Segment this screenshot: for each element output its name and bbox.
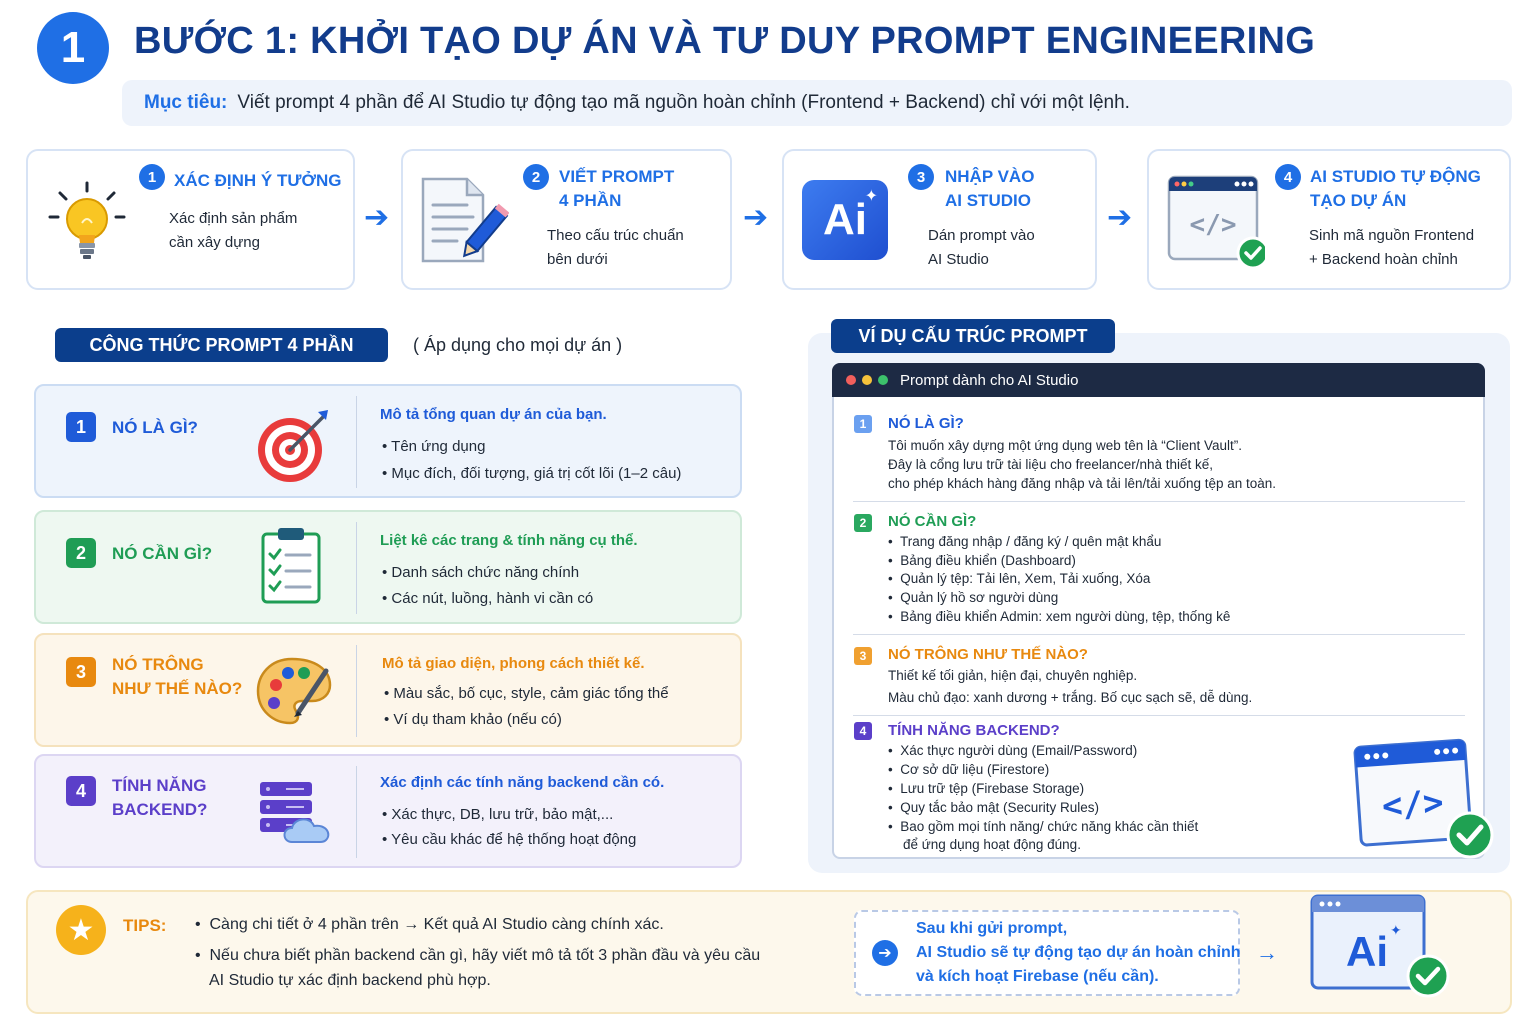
prompt-window-titlebar xyxy=(832,363,1485,397)
formula-row-2 xyxy=(34,510,742,624)
example-line: Thiết kế tối giản, hiện đại, chuyên nghiệp. xyxy=(888,668,1138,683)
example-line: để ứng dụng hoạt động đúng. xyxy=(903,837,1081,852)
formula-row-number: 1 xyxy=(66,412,96,442)
formula-section-header: CÔNG THỨC PROMPT 4 PHẦN xyxy=(55,328,388,362)
example-bullet: • Bảng điều khiển (Dashboard) xyxy=(888,553,1076,568)
formula-row-1 xyxy=(34,384,742,498)
document-pencil-icon xyxy=(417,175,509,267)
example-section-title: NÓ TRÔNG NHƯ THẾ NÀO? xyxy=(888,646,1088,663)
after-submit-line: Sau khi gửi prompt, xyxy=(916,920,1068,937)
flow-step-desc: cần xây dựng xyxy=(169,234,260,251)
example-bullet: • Quản lý tệp: Tải lên, Xem, Tải xuống, Xóa xyxy=(888,571,1151,586)
ai-logo-icon: Ai ✦ xyxy=(802,180,888,260)
palette-icon xyxy=(254,651,334,731)
example-section-number: 2 xyxy=(854,514,872,532)
formula-row-title: NÓ LÀ GÌ? xyxy=(112,418,198,437)
flow-step-title: NHẬP VÀO xyxy=(945,167,1035,186)
example-bullet: • Bao gồm mọi tính năng/ chức năng khác cần thiết xyxy=(888,819,1199,834)
example-bullet: • Lưu trữ tệp (Firebase Storage) xyxy=(888,781,1085,796)
formula-row-bullet: • Màu sắc, bố cục, style, cảm giác tổng thể xyxy=(384,685,669,702)
formula-row-title: TÍNH NĂNG xyxy=(112,776,207,795)
example-section-number: 4 xyxy=(854,722,872,740)
formula-row-title: NHƯ THẾ NÀO? xyxy=(112,679,243,698)
flow-step-number: 1 xyxy=(139,164,165,190)
formula-row-bullet: • Danh sách chức năng chính xyxy=(382,564,580,581)
formula-row-title: NÓ TRÔNG xyxy=(112,655,204,674)
formula-row-heading: Liệt kê các trang & tính năng cụ thể. xyxy=(380,532,638,549)
flow-step-desc: Theo cấu trúc chuẩn xyxy=(547,227,684,244)
flow-step-desc: + Backend hoàn chỉnh xyxy=(1309,251,1458,268)
example-separator xyxy=(853,501,1465,502)
example-bullet: • Quy tắc bảo mật (Security Rules) xyxy=(888,800,1100,815)
example-section-title: TÍNH NĂNG BACKEND? xyxy=(888,722,1060,739)
example-separator xyxy=(853,634,1465,635)
arrow-right-icon: → xyxy=(1256,940,1278,965)
goal-text: Viết prompt 4 phần để AI Studio tự động tạo mã nguồn hoàn chỉnh (Frontend + Backend) chỉ với một lệnh. xyxy=(237,92,1130,113)
example-bullet: • Quản lý hồ sơ người dùng xyxy=(888,590,1059,605)
example-bullet: • Trang đăng nhập / đăng ký / quên mật khẩu xyxy=(888,534,1162,549)
formula-row-bullet: • Xác thực, DB, lưu trữ, bảo mật,... xyxy=(382,806,614,823)
window-dot-icon xyxy=(846,375,856,385)
prompt-window-title: Prompt dành cho AI Studio xyxy=(900,371,1079,389)
formula-row-number: 4 xyxy=(66,776,96,806)
ai-window-check-icon: Ai ✦ xyxy=(1310,892,1428,992)
flow-step-title: XÁC ĐỊNH Ý TƯỞNG xyxy=(174,171,342,190)
flow-step-desc: Dán prompt vào xyxy=(928,227,1035,244)
after-submit-line: và kích hoạt Firebase (nếu cần). xyxy=(916,968,1159,985)
flow-step-number: 4 xyxy=(1275,164,1301,190)
flow-step-title: TẠO DỰ ÁN xyxy=(1310,191,1407,210)
formula-row-number: 3 xyxy=(66,657,96,687)
checklist-icon xyxy=(260,526,322,604)
flow-step-desc: Xác định sản phẩm xyxy=(169,210,298,227)
row-divider xyxy=(356,645,357,737)
server-cloud-icon xyxy=(256,778,336,846)
lightbulb-icon xyxy=(46,179,128,263)
formula-row-heading: Xác định các tính năng backend cần có. xyxy=(380,774,665,791)
formula-section-note: ( Áp dụng cho mọi dự án ) xyxy=(413,335,623,355)
formula-row-heading: Mô tả tổng quan dự án của bạn. xyxy=(380,406,607,423)
example-section-header: VÍ DỤ CẤU TRÚC PROMPT xyxy=(831,319,1115,353)
formula-row-bullet: • Mục đích, đối tượng, giá trị cốt lõi (1–2 câu) xyxy=(382,465,682,482)
formula-row-number: 2 xyxy=(66,538,96,568)
example-bullet: • Bảng điều khiển Admin: xem người dùng, tệp, thống kê xyxy=(888,609,1231,624)
row-divider xyxy=(356,396,357,488)
formula-row-3 xyxy=(34,633,742,747)
flow-card-4 xyxy=(1147,149,1511,290)
goal-bar xyxy=(122,80,1512,126)
code-window-check-icon xyxy=(1165,173,1265,273)
flow-step-number: 2 xyxy=(523,164,549,190)
example-bullet: • Cơ sở dữ liệu (Firestore) xyxy=(888,762,1050,777)
example-section-title: NÓ LÀ GÌ? xyxy=(888,415,964,432)
arrow-right-icon: ➔ xyxy=(872,940,898,966)
formula-row-title: BACKEND? xyxy=(112,800,208,819)
example-bullet: • Xác thực người dùng (Email/Password) xyxy=(888,743,1138,758)
row-divider xyxy=(356,522,357,614)
window-dot-icon xyxy=(862,375,872,385)
example-section-number: 3 xyxy=(854,647,872,665)
svg-text:</>: </> xyxy=(1380,782,1445,827)
example-section-number: 1 xyxy=(854,415,872,433)
flow-card-3 xyxy=(782,149,1097,290)
goal-label: Mục tiêu: xyxy=(144,92,228,113)
tips-line: • Nếu chưa biết phần backend cần gì, hãy viết mô tả tốt 3 phần đầu và yêu cầu xyxy=(195,947,761,964)
formula-row-4 xyxy=(34,754,742,868)
flow-arrow-icon: ➔ xyxy=(364,201,390,234)
example-section-title: NÓ CẦN GÌ? xyxy=(888,513,977,530)
flow-step-title: AI STUDIO xyxy=(945,191,1031,210)
tips-line: • Càng chi tiết ở 4 phần trên → Kết quả AI Studio càng chính xác. xyxy=(195,916,664,933)
flow-arrow-icon: ➔ xyxy=(743,201,769,234)
formula-row-bullet: • Tên ứng dụng xyxy=(382,438,486,455)
flow-step-desc: AI Studio xyxy=(928,251,989,268)
star-icon: ★ xyxy=(56,905,106,955)
target-icon xyxy=(254,406,334,486)
page-title: BƯỚC 1: KHỞI TẠO DỰ ÁN VÀ TƯ DUY PROMPT ENGINEERING xyxy=(134,20,1316,62)
flow-step-title: AI STUDIO TỰ ĐỘNG xyxy=(1310,167,1481,186)
formula-row-bullet: • Ví dụ tham khảo (nếu có) xyxy=(384,711,562,728)
flow-step-title: 4 PHẦN xyxy=(559,191,622,210)
after-submit-line: AI Studio sẽ tự động tạo dự án hoàn chỉnh xyxy=(916,944,1241,961)
tips-label: TIPS: xyxy=(123,916,167,935)
example-line: Tôi muốn xây dựng một ứng dụng web tên là “Client Vault”. xyxy=(888,438,1243,453)
example-line: cho phép khách hàng đăng nhập và tải lên/tải xuống tệp an toàn. xyxy=(888,476,1277,491)
example-line: Màu chủ đạo: xanh dương + trắng. Bố cục sạch sẽ, dễ dùng. xyxy=(888,690,1253,705)
row-divider xyxy=(356,766,357,858)
formula-row-heading: Mô tả giao diện, phong cách thiết kế. xyxy=(382,655,645,672)
formula-row-bullet: • Các nút, luồng, hành vi cần có xyxy=(382,590,594,607)
example-separator xyxy=(853,715,1465,716)
formula-row-bullet: • Yêu cầu khác để hệ thống hoạt động xyxy=(382,831,637,848)
code-window-check-icon xyxy=(1352,733,1496,863)
window-dot-icon xyxy=(878,375,888,385)
flow-arrow-icon: ➔ xyxy=(1107,201,1133,234)
example-line: Đây là cổng lưu trữ tài liệu cho freelancer/nhà thiết kế, xyxy=(888,457,1213,472)
tips-line: AI Studio tự xác định backend phù hợp. xyxy=(209,972,491,989)
formula-row-title: NÓ CẦN GÌ? xyxy=(112,544,213,563)
flow-step-desc: Sinh mã nguồn Frontend xyxy=(1309,227,1475,244)
step-number-badge: 1 xyxy=(37,12,109,84)
flow-step-title: VIẾT PROMPT xyxy=(559,167,675,186)
flow-step-desc: bên dưới xyxy=(547,251,608,268)
svg-text:</>: </> xyxy=(1189,210,1237,240)
flow-step-number: 3 xyxy=(908,164,934,190)
flow-card-2 xyxy=(401,149,732,290)
flow-card-1 xyxy=(26,149,355,290)
